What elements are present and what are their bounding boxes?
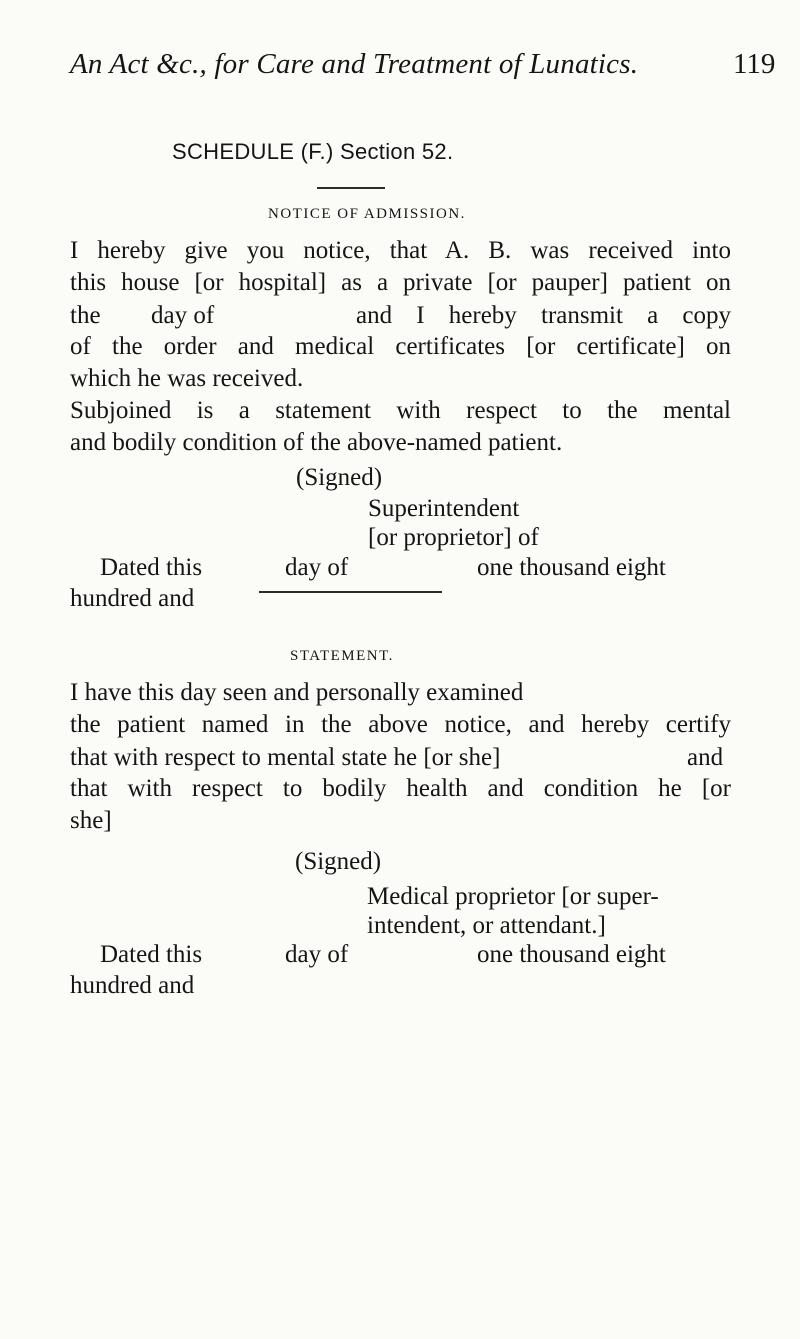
- notice-hundred-and: hundred and: [70, 585, 195, 612]
- statement-dated-this: Dated this: [100, 941, 203, 968]
- notice-dated-this: Dated this: [100, 554, 203, 581]
- statement-signed: (Signed): [295, 848, 382, 875]
- statement-heading: STATEMENT.: [290, 648, 394, 664]
- notice-line-7: and bodily condition of the above-named patient.: [70, 429, 563, 456]
- notice-signer-title-1: Superintendent: [368, 495, 520, 522]
- notice-line-3-b: day of: [151, 302, 215, 329]
- notice-line-4: of the order and medical certificates [or certificate] on: [70, 333, 731, 360]
- statement-hundred-and: hundred and: [70, 972, 195, 999]
- section-divider: [259, 591, 442, 593]
- statement-signer-title-2: intendent, or attendant.]: [367, 912, 606, 939]
- schedule-title: SCHEDULE (F.) Section 52.: [172, 139, 454, 164]
- notice-line-3-c: and I hereby transmit a copy: [356, 302, 731, 329]
- notice-line-2: this house [or hospital] as a private [or pauper] patient on: [70, 269, 731, 296]
- notice-signer-title-2: [or proprietor] of: [368, 524, 539, 551]
- running-head-prefix: An Act: [70, 48, 157, 80]
- running-head: [70, 48, 638, 81]
- statement-line-1: I have this day seen and personally examined: [70, 679, 524, 706]
- notice-line-1: I hereby give you notice, that A. B. was received into: [70, 237, 731, 264]
- notice-heading: NOTICE OF ADMISSION.: [268, 206, 466, 222]
- statement-line-4: that with respect to bodily health and condition he [or: [70, 775, 731, 802]
- statement-signer-title-1: Medical proprietor [or super-: [367, 883, 659, 910]
- notice-line-6: Subjoined is a statement with respect to the mental: [70, 397, 731, 424]
- page-number: 119: [733, 48, 776, 80]
- statement-line-3-a: that with respect to mental state he [or she]: [70, 744, 501, 771]
- running-head-suffix: for Care and Treatment of Lunatics.: [214, 48, 639, 80]
- statement-line-2: the patient named in the above notice, and hereby certify: [70, 711, 731, 738]
- notice-signed: (Signed): [296, 464, 383, 491]
- statement-year-text: one thousand eight: [477, 941, 666, 968]
- notice-year-text: one thousand eight: [477, 554, 666, 581]
- statement-line-3-b: and: [687, 744, 724, 771]
- notice-line-3-a: the: [70, 302, 101, 329]
- short-divider: [317, 187, 385, 189]
- notice-line-5: which he was received.: [70, 365, 304, 392]
- notice-day-of: day of: [285, 554, 349, 581]
- running-head-etc: &c.,: [156, 48, 215, 80]
- statement-day-of: day of: [285, 941, 349, 968]
- statement-line-5: she]: [70, 807, 112, 834]
